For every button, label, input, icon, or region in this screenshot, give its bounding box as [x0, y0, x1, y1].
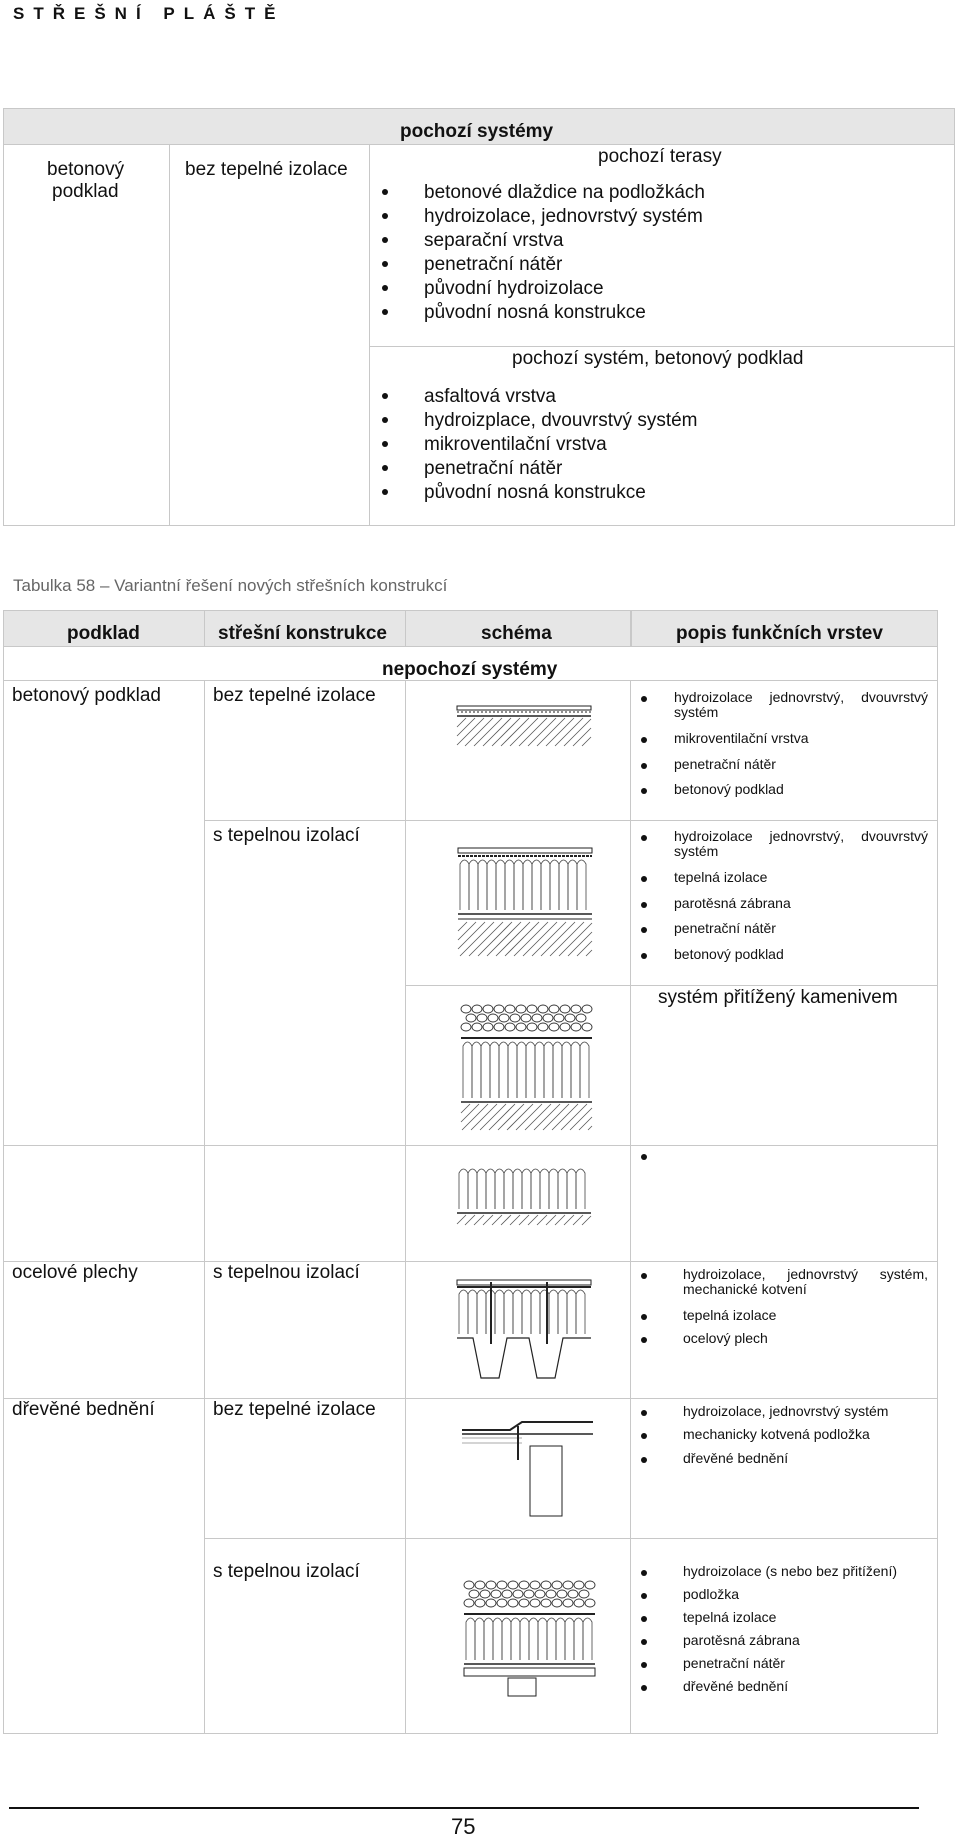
bullet-icon — [641, 1457, 647, 1463]
list-item: penetrační nátěr — [674, 756, 776, 772]
list-item: tepelná izolace — [683, 1307, 777, 1323]
bullet-icon — [641, 788, 647, 794]
schema-timber-insulation — [462, 1578, 597, 1698]
bullet-icon — [641, 1337, 647, 1343]
schema-steel-deck — [455, 1278, 595, 1388]
list-item: ocelový plech — [683, 1330, 768, 1346]
bullet-icon — [382, 441, 388, 447]
bullet-icon — [641, 696, 647, 702]
header-schema: schéma — [481, 623, 552, 644]
footer-rule — [9, 1807, 919, 1809]
bullet-icon — [382, 465, 388, 471]
schema-ballast-insulation — [455, 1165, 595, 1225]
bullet-icon — [382, 285, 388, 291]
page-number: 75 — [451, 1814, 476, 1839]
list-item: podložka — [683, 1586, 740, 1602]
row6-konstrukce: s tepelnou izolací — [213, 1561, 360, 1582]
list-item: dřevěné bednění — [683, 1678, 789, 1694]
bullet-icon — [382, 237, 388, 243]
bullet-icon — [641, 1410, 647, 1416]
schema-timber-no-insulation — [460, 1410, 595, 1520]
list-item: betonový podklad — [674, 781, 784, 797]
bullet-icon — [641, 1433, 647, 1439]
bullet-icon — [641, 1570, 647, 1576]
podklad-line1: betonový — [47, 159, 125, 180]
schema-concrete-insulation — [456, 846, 596, 958]
list-item: dřevěné bednění — [683, 1450, 789, 1466]
row4-konstrukce: s tepelnou izolací — [213, 1262, 360, 1283]
bullet-icon — [641, 876, 647, 882]
row-line-d — [3, 1261, 938, 1262]
list-item: tepelná izolace — [683, 1609, 777, 1625]
list-item: penetrační nátěr — [674, 920, 776, 936]
row2-konstrukce: s tepelnou izolací — [213, 825, 360, 846]
header-podklad: podklad — [67, 623, 140, 644]
list-item: asfaltová vrstva — [424, 386, 556, 407]
row5-konstrukce: bez tepelné izolace — [213, 1399, 376, 1420]
row-line-a — [204, 820, 938, 821]
bullet-icon — [641, 1639, 647, 1645]
bullet-icon — [382, 213, 388, 219]
list-item: hydroizolace, jednovrstvý systém — [683, 1403, 889, 1419]
section-nepochozi: nepochozí systémy — [382, 659, 558, 680]
schema-concrete-no-insulation — [455, 704, 595, 748]
row-line-b — [405, 985, 938, 986]
header-divider-2 — [630, 610, 632, 647]
col-line-3 — [630, 680, 631, 1734]
header-konstrukce: střešní konstrukce — [218, 623, 387, 644]
list-item: penetrační nátěr — [424, 254, 563, 275]
group1-title: pochozí terasy — [598, 146, 722, 167]
list-item: penetrační nátěr — [424, 458, 563, 479]
bullet-icon — [641, 927, 647, 933]
bullet-icon — [382, 489, 388, 495]
row1-konstrukce: bez tepelné izolace — [213, 685, 376, 706]
col-line-1 — [204, 680, 205, 1734]
list-item: původní nosná konstrukce — [424, 482, 646, 503]
bullet-icon — [382, 261, 388, 267]
list-item: hydroizolace (s nebo bez přitížení) — [683, 1563, 897, 1579]
ballast-subtitle: systém přitížený kamenivem — [658, 987, 898, 1008]
page-header-title: STŘEŠNÍ PLÁŠTĚ — [13, 4, 285, 23]
list-item: parotěsná zábrana — [674, 895, 791, 911]
col-line-2 — [405, 680, 406, 1734]
row4-podklad: ocelové plechy — [12, 1262, 138, 1283]
bullet-icon — [382, 189, 388, 195]
list-item: hydroizplace, dvouvrstvý systém — [424, 410, 698, 431]
list-item: hydroizolace, jednovrstvý systém — [424, 206, 703, 227]
list-item: hydroizolace, jednovrstvý systém, mechanické kotvení — [683, 1266, 928, 1298]
bullet-icon — [641, 953, 647, 959]
list-item: penetrační nátěr — [683, 1655, 785, 1671]
bullet-icon — [641, 763, 647, 769]
bullet-icon — [641, 1685, 647, 1691]
row-line-c — [3, 1145, 938, 1146]
list-item: mikroventilační vrstva — [674, 730, 809, 746]
list-item: mechanicky kotvená podložka — [683, 1426, 870, 1442]
list-item: parotěsná zábrana — [683, 1632, 800, 1648]
bullet-icon — [641, 902, 647, 908]
konstrukce-label: bez tepelné izolace — [185, 159, 348, 180]
bullet-icon — [641, 1616, 647, 1622]
list-item: původní hydroizolace — [424, 278, 604, 299]
row-line-f — [204, 1538, 938, 1539]
bullet-icon — [641, 835, 647, 841]
podklad-line2: podklad — [52, 181, 119, 202]
bullet-icon — [641, 1662, 647, 1668]
bullet-icon — [641, 737, 647, 743]
bullet-icon — [641, 1593, 647, 1599]
cell-konstrukce — [169, 144, 370, 526]
list-item: mikroventilační vrstva — [424, 434, 607, 455]
row5-podklad: dřevěné bednění — [12, 1399, 155, 1420]
row1-podklad: betonový podklad — [12, 685, 161, 706]
table-caption: Tabulka 58 – Variantní řešení nových střešních konstrukcí — [13, 576, 448, 595]
section-title: pochozí systémy — [400, 121, 554, 142]
header-popis: popis funkčních vrstev — [676, 623, 883, 644]
bullet-icon — [641, 1314, 647, 1320]
list-item: tepelná izolace — [674, 869, 768, 885]
list-item: hydroizolace jednovrstvý, dvouvrstvý systém — [674, 689, 928, 721]
list-item: betonový podklad — [674, 946, 784, 962]
list-item: původní nosná konstrukce — [424, 302, 646, 323]
bullet-icon — [382, 393, 388, 399]
bullet-icon — [641, 1273, 647, 1279]
group2-title: pochozí systém, betonový podklad — [512, 348, 804, 369]
empty-bullet — [641, 1154, 647, 1160]
schema-ballast — [459, 1002, 594, 1132]
bullet-icon — [382, 417, 388, 423]
list-item: hydroizolace jednovrstvý, dvouvrstvý systém — [674, 828, 928, 860]
list-item: betonové dlaždice na podložkách — [424, 182, 705, 203]
bullet-icon — [382, 309, 388, 315]
list-item: separační vrstva — [424, 230, 564, 251]
